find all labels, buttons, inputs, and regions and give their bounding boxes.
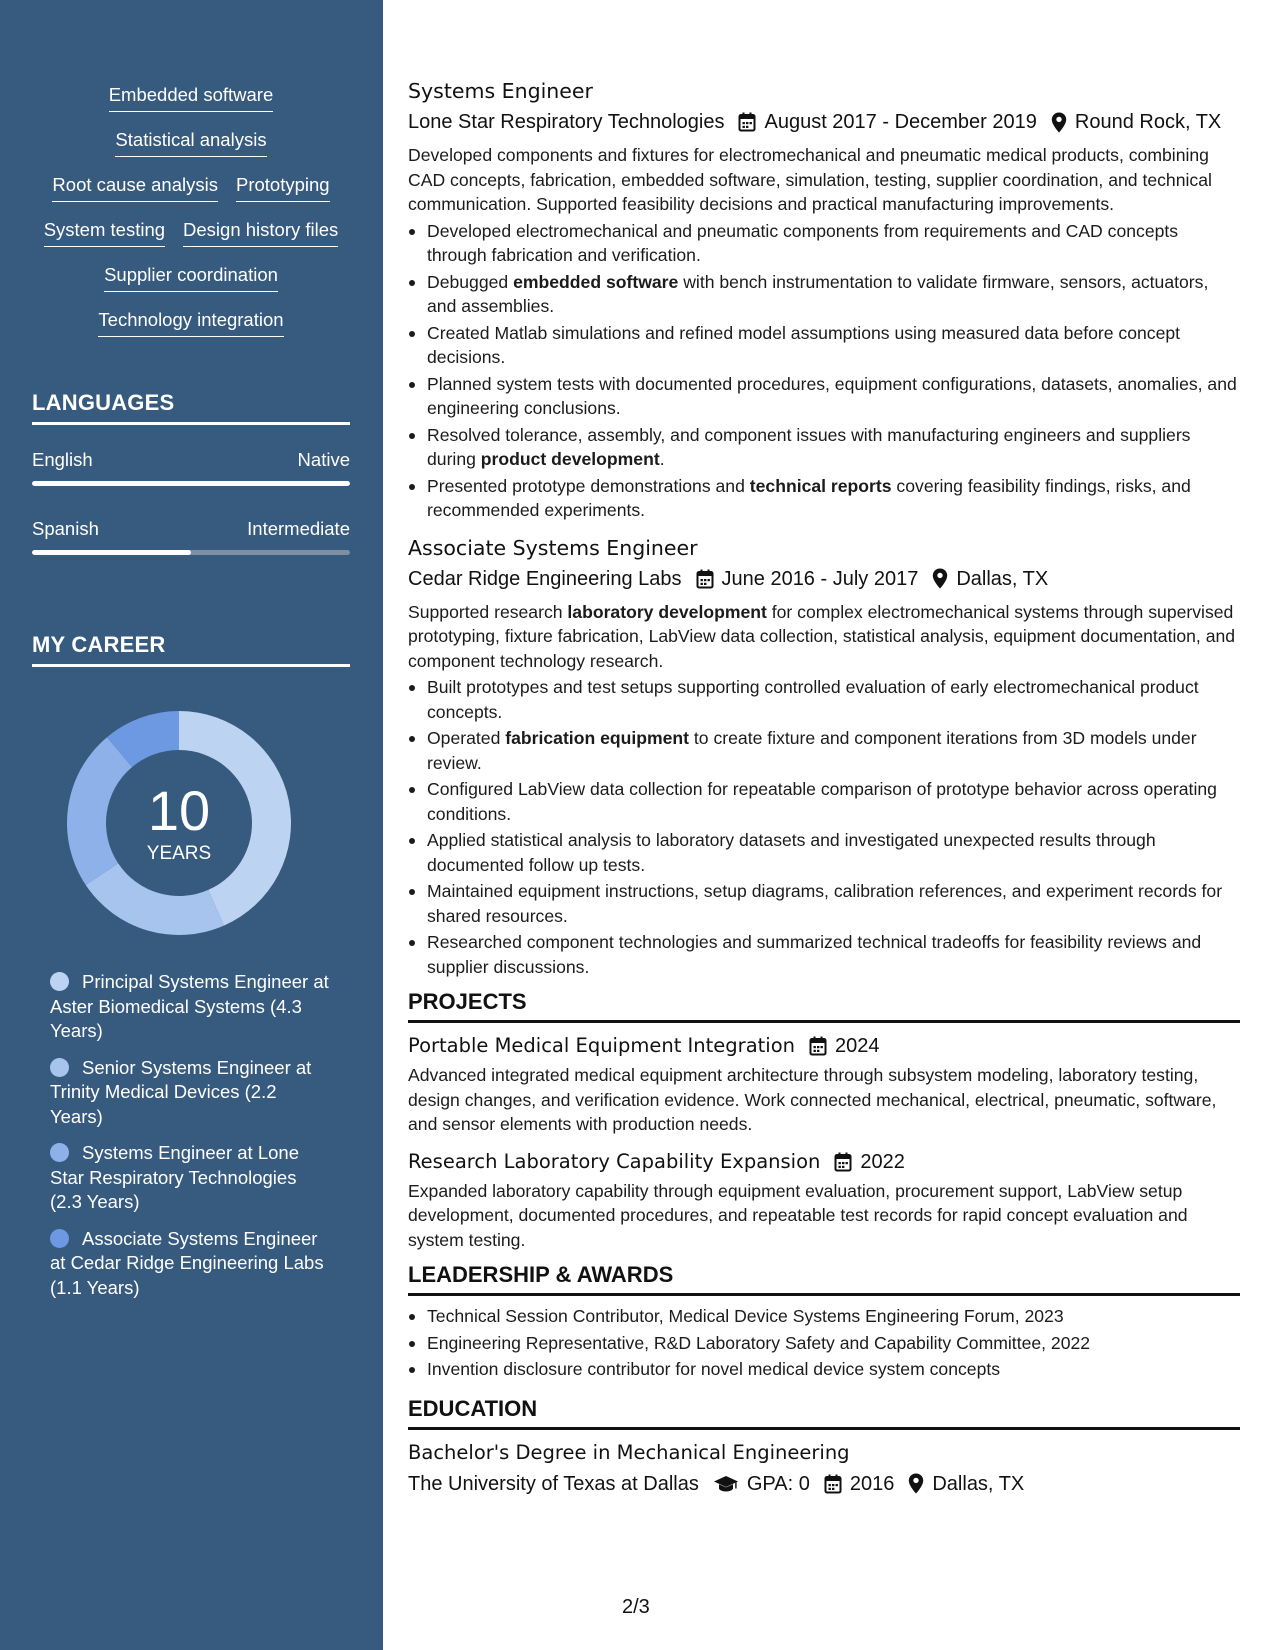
school-name: The University of Texas at Dallas (408, 1472, 699, 1495)
bullet-text: . (659, 449, 665, 469)
skill-tag: Prototyping (236, 174, 330, 202)
job-meta (408, 564, 1240, 594)
skill-row (32, 219, 350, 264)
skill-row (32, 174, 350, 219)
sidebar (0, 0, 383, 1650)
career-total-number: 10 (147, 779, 211, 842)
bullet-text: Debugged (427, 271, 514, 292)
career-legend-label: Senior Systems Engineer at Trinity Medical Devices (2.2 Years) (50, 1056, 312, 1127)
job-bullets (408, 219, 1240, 523)
graduation-cap-icon (713, 1475, 739, 1493)
skill-tag: Design history files (183, 219, 338, 247)
language-name: Spanish (32, 518, 99, 539)
calendar-icon (696, 569, 714, 589)
projects-heading: PROJECTS (408, 989, 1240, 1023)
education-meta (408, 1469, 1240, 1499)
job-location: Dallas, TX (956, 567, 1049, 590)
skill-tag: System testing (44, 219, 165, 247)
job-meta (408, 107, 1240, 137)
language-proficiency-fill (32, 481, 350, 486)
leadership-item: Technical Session Contributor, Medical Device Systems Engineering Forum, 2023 (408, 1304, 1240, 1329)
language-level: Intermediate (247, 518, 350, 539)
language-proficiency-fill (32, 550, 191, 555)
project-header (408, 1147, 1240, 1177)
project-year: 2024 (835, 1035, 880, 1057)
project-title: Portable Medical Equipment Integration (408, 1034, 796, 1057)
bullet-text: covering feasibility findings, risks, and recommended experiments. (427, 475, 1191, 520)
degree-title: Bachelor's Degree in Mechanical Engineering (408, 1440, 850, 1464)
job-summary: Developed components and fixtures for electromechanical and pneumatic medical products, combining CAD concepts, fabrication, embedded software, simulation, testing, supplier coordination, and technical communication. Supported feasibility decisions and practical manufacturing improvements. (408, 145, 1212, 214)
bullet-text: Planned system tests with documented procedures, equipment configurations, datasets, anomalies, and engineering conclusions. (427, 373, 1237, 418)
career-total-unit: YEARS (146, 843, 212, 864)
skill-tag: Supplier coordination (104, 264, 278, 292)
project-description: Expanded laboratory capability through equipment evaluation, procurement support, LabView setup development, documented procedures, and repeatable test records for rapid concept evaluation and system testing. (408, 1180, 1188, 1250)
skill-row (32, 84, 350, 129)
job-bullet (408, 930, 1240, 979)
bullet-text: Resolved tolerance, assembly, and component issues with manufacturing engineers and suppliers during (427, 424, 1191, 469)
bullet-text: to create fixture and component iterations from 3D models under review. (427, 728, 1197, 773)
legend-dot-icon (50, 1143, 69, 1162)
skill-tag: Embedded software (109, 84, 274, 112)
leadership-item: Engineering Representative, R&D Laboratory Safety and Capability Committee, 2022 (408, 1331, 1240, 1356)
leadership-heading: LEADERSHIP & AWARDS (408, 1262, 1240, 1296)
job-bullet (408, 726, 1240, 775)
company-name: Lone Star Respiratory Technologies (408, 111, 725, 133)
summary-keyword: laboratory development (567, 601, 767, 622)
location-pin-icon (932, 568, 948, 589)
skill-tag: Technology integration (98, 309, 283, 337)
education-heading: EDUCATION (408, 1396, 1240, 1430)
bullet-text: Created Matlab simulations and refined model assumptions using measured data before concept decisions. (427, 322, 1181, 367)
career-total (66, 710, 292, 936)
language-level: Native (297, 449, 350, 470)
job-title: Systems Engineer (408, 79, 593, 103)
school-location: Dallas, TX (932, 1472, 1025, 1495)
project-description: Advanced integrated medical equipment architecture through subsystem modeling, laboratory testing, design changes, and verification evidence. Work connected mechanical, electrical, pneumatic, software, and sensor elements with production needs. (408, 1065, 1217, 1134)
job-bullet (408, 219, 1240, 268)
skill-row (32, 264, 350, 309)
project-title: Research Laboratory Capability Expansion (408, 1149, 821, 1173)
language-proficiency-bar (32, 550, 350, 555)
experience-entry (408, 76, 1240, 523)
summary-text: for complex electromechanical systems through supervised prototyping, fixture fabrication, LabView data collection, statistical analysis, equipment documentation, and component technology research. (408, 601, 1236, 671)
main-content (408, 76, 1240, 1499)
career-legend-item (50, 970, 330, 1044)
bullet-keyword: fabrication equipment (505, 728, 690, 748)
legend-dot-icon (50, 1229, 69, 1248)
bullet-text: Applied statistical analysis to laboratory datasets and investigated unexpected results through documented follow up tests. (427, 830, 1156, 875)
experience-entry (408, 533, 1240, 980)
job-bullet (408, 675, 1240, 724)
career-legend-item (50, 1227, 330, 1301)
language-name: English (32, 449, 93, 470)
job-summary (408, 600, 1240, 674)
project-entry (408, 1031, 1240, 1137)
bullet-text: Maintained equipment instructions, setup diagrams, calibration references, and experiment records for shared resources. (427, 881, 1223, 926)
job-bullet (408, 879, 1240, 928)
bullet-text: Operated (427, 728, 506, 748)
project-header (408, 1031, 1240, 1061)
leadership-list (408, 1304, 1240, 1382)
skills-list (32, 84, 350, 354)
graduation-year: 2016 (849, 1472, 895, 1495)
page-number: 2/3 (622, 1596, 650, 1618)
skill-row (32, 309, 350, 354)
career-legend (50, 970, 330, 1312)
job-bullet (408, 372, 1240, 421)
bullet-text: Presented prototype demonstrations and (427, 475, 750, 496)
bullet-text: Researched component technologies and summarized technical tradeoffs for feasibility reviews and supplier discussions. (427, 932, 1202, 977)
career-heading: MY CAREER (32, 632, 350, 667)
job-dates: June 2016 - July 2017 (721, 567, 919, 590)
job-bullet (408, 423, 1240, 472)
skill-tag: Statistical analysis (115, 129, 266, 157)
career-legend-label: Principal Systems Engineer at Aster Biomedical Systems (4.3 Years) (50, 971, 329, 1041)
job-bullet (408, 777, 1240, 826)
legend-dot-icon (50, 972, 69, 991)
calendar-icon (738, 112, 756, 132)
calendar-icon (834, 1152, 852, 1172)
language-proficiency-bar (32, 481, 350, 486)
job-bullet (408, 828, 1240, 877)
job-dates: August 2017 - December 2019 (764, 111, 1037, 133)
job-bullet (408, 474, 1240, 523)
leadership-item: Invention disclosure contributor for novel medical device system concepts (408, 1357, 1240, 1382)
language-spanish (32, 518, 350, 555)
bullet-keyword: product development (480, 449, 660, 469)
bullet-keyword: technical reports (749, 475, 892, 496)
job-title: Associate Systems Engineer (408, 535, 698, 560)
bullet-text: with bench instrumentation to validate firmware, sensors, actuators, and assemblies. (427, 271, 1209, 316)
bullet-text: Developed electromechanical and pneumatic components from requirements and CAD concepts through fabrication and verification. (427, 220, 1179, 265)
career-legend-item (50, 1056, 330, 1130)
career-legend-label: Associate Systems Engineer at Cedar Ridge Engineering Labs (1.1 Years) (50, 1227, 324, 1298)
skill-row (32, 129, 350, 174)
job-bullets (408, 675, 1240, 979)
languages-heading: LANGUAGES (32, 390, 350, 425)
bullet-text: Configured LabView data collection for repeatable comparison of prototype behavior across operating conditions. (427, 779, 1217, 824)
career-legend-label: Systems Engineer at Lone Star Respiratory Technologies (2.3 Years) (50, 1142, 299, 1212)
job-bullet (408, 270, 1240, 319)
location-pin-icon (908, 1473, 924, 1494)
job-location: Round Rock, TX (1074, 111, 1222, 133)
language-english (32, 449, 350, 486)
career-donut-chart (66, 710, 292, 936)
bullet-text: Built prototypes and test setups supporting controlled evaluation of early electromechanical product concepts. (427, 677, 1199, 722)
summary-text: Supported research (408, 601, 568, 622)
bullet-keyword: embedded software (513, 271, 679, 292)
project-year: 2022 (860, 1150, 905, 1173)
calendar-icon (809, 1036, 827, 1056)
career-legend-item (50, 1141, 330, 1215)
company-name: Cedar Ridge Engineering Labs (408, 567, 682, 590)
project-entry (408, 1147, 1240, 1253)
job-bullet (408, 321, 1240, 370)
skill-tag: Root cause analysis (52, 174, 218, 202)
gpa: GPA: 0 (746, 1472, 810, 1495)
calendar-icon (824, 1474, 842, 1494)
location-pin-icon (1051, 112, 1067, 133)
legend-dot-icon (50, 1058, 69, 1077)
